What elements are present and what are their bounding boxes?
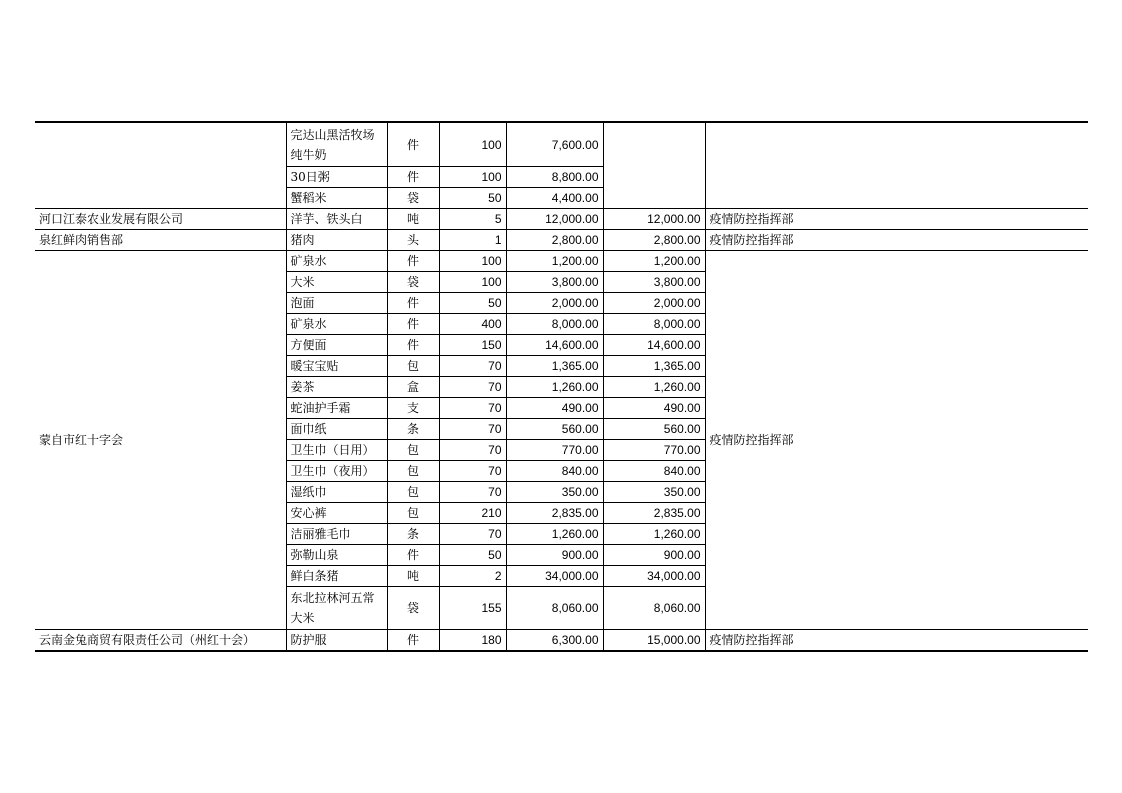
item-cell: 方便面 (286, 335, 387, 356)
recipient-cell: 疫情防控指挥部 (705, 209, 1088, 230)
item-cell: 泡面 (286, 293, 387, 314)
total-cell: 2,800.00 (603, 230, 705, 251)
item-cell: 大米 (286, 272, 387, 293)
total-cell (603, 122, 705, 209)
unit-cell: 条 (387, 419, 439, 440)
donor-cell: 河口江泰农业发展有限公司 (35, 209, 286, 230)
total-cell: 3,800.00 (603, 272, 705, 293)
total-cell: 14,600.00 (603, 335, 705, 356)
table-row (35, 209, 1088, 230)
item-cell: 矿泉水 (286, 314, 387, 335)
item-cell: 安心裤 (286, 503, 387, 524)
item-cell: 东北拉林河五常大米 (286, 587, 387, 630)
quantity-cell: 70 (439, 440, 506, 461)
amount-cell: 12,000.00 (506, 209, 603, 230)
amount-cell: 8,000.00 (506, 314, 603, 335)
unit-cell: 袋 (387, 587, 439, 630)
amount-cell: 900.00 (506, 545, 603, 566)
amount-cell: 34,000.00 (506, 566, 603, 587)
item-cell: 湿纸巾 (286, 482, 387, 503)
quantity-cell: 50 (439, 545, 506, 566)
unit-cell: 条 (387, 524, 439, 545)
unit-cell: 吨 (387, 209, 439, 230)
total-cell: 350.00 (603, 482, 705, 503)
quantity-cell: 210 (439, 503, 506, 524)
quantity-cell: 100 (439, 272, 506, 293)
quantity-cell: 70 (439, 356, 506, 377)
unit-cell: 件 (387, 293, 439, 314)
total-cell: 900.00 (603, 545, 705, 566)
item-cell: 完达山黑活牧场纯牛奶 (286, 122, 387, 167)
table-row (35, 230, 1088, 251)
item-cell: 蟹稻米 (286, 188, 387, 209)
item-cell: 防护服 (286, 630, 387, 652)
total-cell: 1,260.00 (603, 377, 705, 398)
quantity-cell: 150 (439, 335, 506, 356)
quantity-cell: 70 (439, 398, 506, 419)
item-cell: 洁丽雅毛巾 (286, 524, 387, 545)
total-cell: 15,000.00 (603, 630, 705, 652)
recipient-cell (705, 122, 1088, 209)
amount-cell: 560.00 (506, 419, 603, 440)
unit-cell: 件 (387, 251, 439, 272)
quantity-cell: 2 (439, 566, 506, 587)
table-row (35, 251, 1088, 272)
unit-cell: 袋 (387, 272, 439, 293)
amount-cell: 8,060.00 (506, 587, 603, 630)
unit-cell: 件 (387, 630, 439, 652)
recipient-cell: 疫情防控指挥部 (705, 251, 1088, 630)
total-cell: 490.00 (603, 398, 705, 419)
item-cell: 暖宝宝贴 (286, 356, 387, 377)
total-cell: 34,000.00 (603, 566, 705, 587)
unit-cell: 包 (387, 503, 439, 524)
total-cell: 770.00 (603, 440, 705, 461)
quantity-cell: 70 (439, 419, 506, 440)
unit-cell: 支 (387, 398, 439, 419)
unit-cell: 头 (387, 230, 439, 251)
donor-cell: 蒙自市红十字会 (35, 251, 286, 630)
donor-cell: 泉红鲜肉销售部 (35, 230, 286, 251)
amount-cell: 1,365.00 (506, 356, 603, 377)
item-cell: 30日粥 (286, 167, 387, 188)
amount-cell: 350.00 (506, 482, 603, 503)
item-cell: 卫生巾（夜用） (286, 461, 387, 482)
table-row (35, 122, 1088, 167)
quantity-cell: 70 (439, 524, 506, 545)
recipient-cell: 疫情防控指挥部 (705, 630, 1088, 652)
amount-cell: 6,300.00 (506, 630, 603, 652)
item-cell: 矿泉水 (286, 251, 387, 272)
quantity-cell: 50 (439, 188, 506, 209)
amount-cell: 770.00 (506, 440, 603, 461)
amount-cell: 3,800.00 (506, 272, 603, 293)
total-cell: 1,365.00 (603, 356, 705, 377)
amount-cell: 14,600.00 (506, 335, 603, 356)
unit-cell: 包 (387, 482, 439, 503)
unit-cell: 件 (387, 545, 439, 566)
item-cell: 姜茶 (286, 377, 387, 398)
quantity-cell: 5 (439, 209, 506, 230)
item-cell: 洋芋、铁头白 (286, 209, 387, 230)
quantity-cell: 70 (439, 461, 506, 482)
quantity-cell: 70 (439, 482, 506, 503)
total-cell: 2,835.00 (603, 503, 705, 524)
unit-cell: 盒 (387, 377, 439, 398)
item-cell: 猪肉 (286, 230, 387, 251)
item-cell: 鲜白条猪 (286, 566, 387, 587)
amount-cell: 7,600.00 (506, 122, 603, 167)
amount-cell: 1,260.00 (506, 524, 603, 545)
unit-cell: 包 (387, 440, 439, 461)
unit-cell: 件 (387, 167, 439, 188)
amount-cell: 2,800.00 (506, 230, 603, 251)
amount-cell: 840.00 (506, 461, 603, 482)
total-cell: 840.00 (603, 461, 705, 482)
amount-cell: 2,000.00 (506, 293, 603, 314)
donation-table (35, 121, 1088, 652)
donor-cell (35, 122, 286, 209)
total-cell: 2,000.00 (603, 293, 705, 314)
item-cell: 面巾纸 (286, 419, 387, 440)
unit-cell: 袋 (387, 188, 439, 209)
amount-cell: 4,400.00 (506, 188, 603, 209)
unit-cell: 包 (387, 356, 439, 377)
quantity-cell: 70 (439, 377, 506, 398)
quantity-cell: 50 (439, 293, 506, 314)
total-cell: 560.00 (603, 419, 705, 440)
unit-cell: 吨 (387, 566, 439, 587)
amount-cell: 8,800.00 (506, 167, 603, 188)
amount-cell: 1,260.00 (506, 377, 603, 398)
amount-cell: 1,200.00 (506, 251, 603, 272)
quantity-cell: 155 (439, 587, 506, 630)
total-cell: 1,260.00 (603, 524, 705, 545)
item-cell: 蛇油护手霜 (286, 398, 387, 419)
total-cell: 8,000.00 (603, 314, 705, 335)
unit-cell: 件 (387, 314, 439, 335)
item-cell: 弥勒山泉 (286, 545, 387, 566)
quantity-cell: 400 (439, 314, 506, 335)
total-cell: 8,060.00 (603, 587, 705, 630)
unit-cell: 包 (387, 461, 439, 482)
item-cell: 卫生巾（日用） (286, 440, 387, 461)
total-cell: 1,200.00 (603, 251, 705, 272)
quantity-cell: 180 (439, 630, 506, 652)
quantity-cell: 1 (439, 230, 506, 251)
quantity-cell: 100 (439, 251, 506, 272)
quantity-cell: 100 (439, 167, 506, 188)
amount-cell: 490.00 (506, 398, 603, 419)
amount-cell: 2,835.00 (506, 503, 603, 524)
recipient-cell: 疫情防控指挥部 (705, 230, 1088, 251)
unit-cell: 件 (387, 122, 439, 167)
table-row (35, 630, 1088, 652)
unit-cell: 件 (387, 335, 439, 356)
total-cell: 12,000.00 (603, 209, 705, 230)
donor-cell: 云南金兔商贸有限责任公司（州红十会） (35, 630, 286, 652)
quantity-cell: 100 (439, 122, 506, 167)
